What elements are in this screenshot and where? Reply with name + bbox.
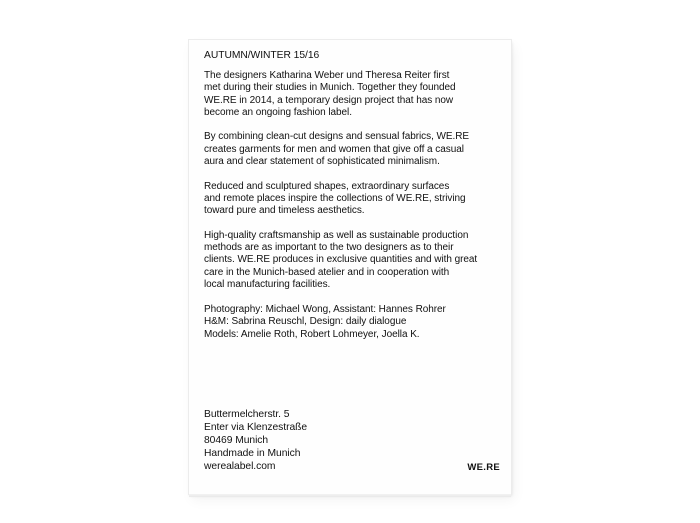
- address-city: 80469 Munich: [204, 435, 269, 446]
- paragraph-garments: By combining clean-cut designs and sensual fabrics, WE.RE creates garments for men and women that give off a casual aura and clear statement of sophisticated minimalism.: [204, 131, 470, 168]
- address-street: Buttermelcherstr. 5: [204, 409, 290, 420]
- handmade-note: Handmade in Munich: [204, 448, 301, 459]
- season-heading: AUTUMN/WINTER 15/16: [204, 50, 320, 61]
- address-block: [204, 408, 504, 473]
- brand-logo: WE.RE: [467, 462, 500, 473]
- body-text: [204, 70, 504, 304]
- address-entrance: Enter via Klenzestraße: [204, 422, 308, 433]
- website: werealabel.com: [204, 461, 276, 472]
- booklet-page: [189, 40, 511, 494]
- paragraph-inspiration: Reduced and sculptured shapes, extraordinary surfaces and remote places inspire the collections of WE.RE, striving toward pure and timeless aesthetics.: [204, 180, 466, 217]
- paragraph-craftsmanship: High-quality craftsmanship as well as sustainable production methods are as important to the two designers as to their clients. WE.RE produces in exclusive quantities and with great care in the Munich-based atelier and in cooperation with local manufacturing facilities.: [204, 229, 478, 291]
- paragraph-designers: The designers Katharina Weber und Theresa Reiter first met during their studies in Munich. Together they founded WE.RE in 2014, a temporary design project that has now become an ongoing fashion label.: [204, 70, 456, 118]
- credits: Photography: Michael Wong, Assistant: Hannes Rohrer H&M: Sabrina Reuschl, Design: daily dialogue Models: Amelie Roth, Robert Lohmeyer, Joella K.: [204, 304, 446, 340]
